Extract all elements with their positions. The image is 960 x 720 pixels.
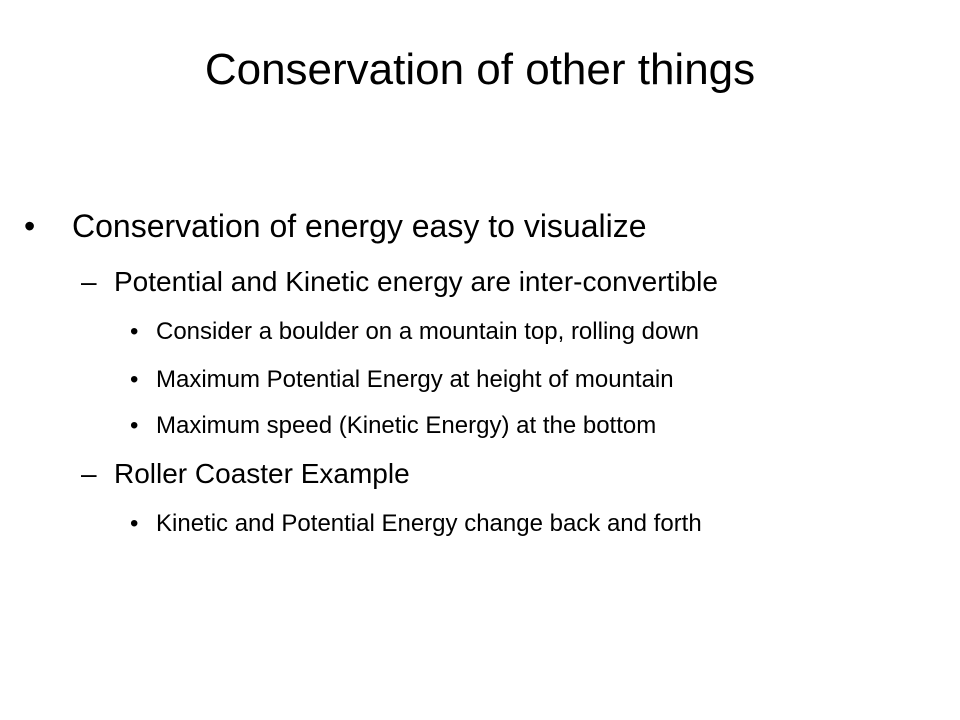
bullet-text: Conservation of energy easy to visualize <box>72 208 647 244</box>
bullet-text: Maximum speed (Kinetic Energy) at the bottom <box>156 412 657 439</box>
bullet-marker: • <box>130 510 139 537</box>
bullet-text: Potential and Kinetic energy are inter-convertible <box>114 266 718 297</box>
bullet-text: Consider a boulder on a mountain top, rolling down <box>156 318 700 345</box>
slide-title: Conservation of other things <box>204 45 756 94</box>
bullet-text: Roller Coaster Example <box>114 458 410 489</box>
bullet-text: Maximum Potential Energy at height of mountain <box>156 366 674 393</box>
bullet-marker: • <box>24 208 36 244</box>
bullet-text: Kinetic and Potential Energy change back and forth <box>156 510 702 537</box>
bullet-marker: • <box>130 318 139 345</box>
bullet-marker: • <box>130 366 139 393</box>
bullet-marker: • <box>130 412 139 439</box>
dash-marker: – <box>81 266 97 297</box>
dash-marker: – <box>81 458 97 489</box>
